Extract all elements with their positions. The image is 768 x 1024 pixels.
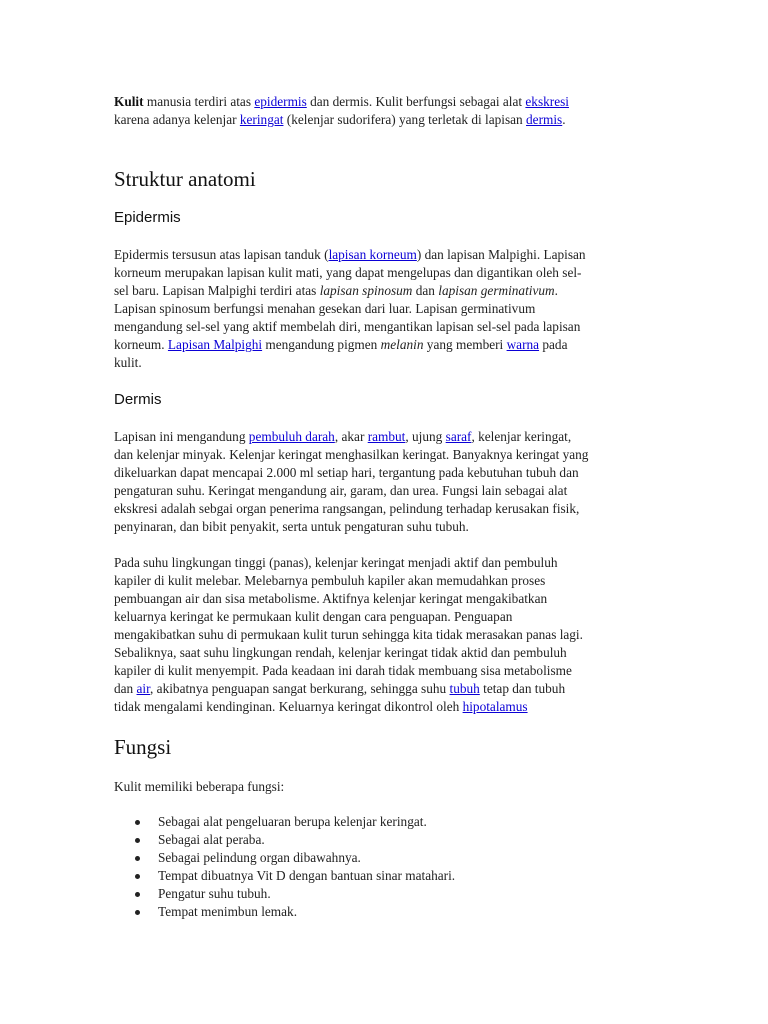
dermis-paragraph-1 — [114, 428, 654, 536]
link-rambut[interactable]: rambut — [367, 429, 406, 444]
dermis-text: , akibatnya penguapan sangat berkurang, sehingga suhu — [150, 681, 450, 696]
link-pembuluh-darah[interactable]: pembuluh darah — [248, 429, 335, 444]
heading-struktur-anatomi: Struktur anatomi — [114, 167, 256, 191]
link-lapisan-korneum[interactable]: lapisan korneum — [328, 247, 417, 262]
dermis-text: Pada suhu lingkungan tinggi (panas), kelenjar keringat menjadi aktif dan pembuluh — [114, 555, 558, 570]
epidermis-text: korneum merupakan lapisan kulit mati, yang dapat mengelupas dan digantikan oleh sel- — [114, 265, 582, 280]
term-melanin: melanin — [380, 337, 424, 352]
epidermis-text: . — [554, 283, 558, 298]
intro-text: (kelenjar sudorifera) yang terletak di lapisan — [283, 112, 527, 127]
list-item: Pengatur suhu tubuh. — [114, 885, 654, 903]
dermis-text: kapiler di kulit menyempit. Pada keadaan ini darah tidak membuang sisa metabolisme — [114, 663, 572, 678]
heading-dermis: Dermis — [114, 391, 162, 408]
dermis-text: , akar — [334, 429, 368, 444]
link-ekskresi[interactable]: ekskresi — [525, 94, 569, 109]
heading-epidermis: Epidermis — [114, 209, 181, 226]
link-tubuh[interactable]: tubuh — [449, 681, 480, 696]
dermis-text: , ujung — [405, 429, 446, 444]
dermis-text: pembuangan air dan sisa metabolisme. Aktifnya kelenjar keringat mengakibatkan — [114, 591, 548, 606]
intro-text: . — [562, 112, 566, 127]
list-item: Tempat menimbun lemak. — [114, 903, 654, 921]
link-hipotalamus[interactable]: hipotalamus — [462, 699, 528, 714]
epidermis-text: korneum. — [114, 337, 168, 352]
dermis-text: mengakibatkan suhu di permukaan kulit turun sehingga kita tidak merasakan panas lagi. — [114, 627, 583, 642]
epidermis-text: sel baru. Lapisan Malpighi terdiri atas — [114, 283, 320, 298]
term-lapisan-germinativum: lapisan germinativum — [438, 283, 555, 298]
dermis-text: keluarnya keringat ke permukaan kulit dengan cara penguapan. Penguapan — [114, 609, 513, 624]
fungsi-list — [114, 813, 654, 921]
dermis-paragraph-2 — [114, 554, 654, 716]
term-lapisan-spinosum: lapisan spinosum — [319, 283, 413, 298]
link-dermis[interactable]: dermis — [526, 112, 563, 127]
dermis-text: pengaturan suhu. Keringat mengandung air, garam, dan urea. Fungsi lain sebagai alat — [114, 483, 568, 498]
epidermis-text: mengandung pigmen — [262, 337, 381, 352]
dermis-text: Lapisan ini mengandung — [114, 429, 249, 444]
intro-text: dan dermis. Kulit berfungsi sebagai alat — [306, 94, 526, 109]
epidermis-text: yang memberi — [423, 337, 507, 352]
dermis-text: tidak mengalami kendinginan. Keluarnya keringat dikontrol oleh — [114, 699, 463, 714]
epidermis-text: kulit. — [114, 355, 142, 370]
fungsi-intro: Kulit memiliki beberapa fungsi: — [114, 779, 285, 794]
dermis-text: , kelenjar keringat, — [471, 429, 572, 444]
dermis-text: tetap dan tubuh — [479, 681, 566, 696]
link-air[interactable]: air — [136, 681, 151, 696]
dermis-text: dan kelenjar minyak. Kelenjar keringat menghasilkan keringat. Banyaknya keringat yang — [114, 447, 589, 462]
intro-text: manusia terdiri atas — [143, 94, 255, 109]
epidermis-text: dan — [412, 283, 439, 298]
list-item: Sebagai alat peraba. — [114, 831, 654, 849]
epidermis-text: pada — [539, 337, 568, 352]
heading-fungsi: Fungsi — [114, 735, 172, 759]
list-item: Sebagai alat pengeluaran berupa kelenjar keringat. — [114, 813, 654, 831]
dermis-text: dikeluarkan dapat mencapai 2.000 ml setiap hari, tergantung pada kebutuhan tubuh dan — [114, 465, 579, 480]
epidermis-text: ) dan lapisan Malpighi. Lapisan — [416, 247, 586, 262]
dermis-text: dan — [114, 681, 137, 696]
epidermis-text: Lapisan spinosum berfungsi menahan gesekan dari luar. Lapisan germinativum — [114, 301, 536, 316]
list-item: Sebagai pelindung organ dibawahnya. — [114, 849, 654, 867]
intro-paragraph — [114, 93, 654, 129]
epidermis-paragraph — [114, 246, 654, 372]
list-item: Tempat dibuatnya Vit D dengan bantuan sinar matahari. — [114, 867, 654, 885]
bold-term-kulit: Kulit — [114, 94, 144, 109]
link-saraf[interactable]: saraf — [445, 429, 472, 444]
link-warna[interactable]: warna — [506, 337, 540, 352]
epidermis-text: Epidermis tersusun atas lapisan tanduk ( — [114, 247, 329, 262]
link-epidermis[interactable]: epidermis — [254, 94, 307, 109]
dermis-text: penyinaran, dan bibit penyakit, serta untuk pengaturan suhu tubuh. — [114, 519, 469, 534]
link-keringat[interactable]: keringat — [239, 112, 284, 127]
link-lapisan-malpighi[interactable]: Lapisan Malpighi — [167, 337, 263, 352]
epidermis-text: mengandung sel-sel yang aktif membelah diri, mengantikan lapisan sel-sel pada lapisan — [114, 319, 581, 334]
dermis-text: ekskresi adalah sebgai organ penerima rangsangan, pelindung terhadap kerusakan fisik, — [114, 501, 580, 516]
intro-text: karena adanya kelenjar — [114, 112, 240, 127]
dermis-text: Sebaliknya, saat suhu lingkungan rendah, kelenjar keringat tidak aktid dan pembuluh — [114, 645, 567, 660]
dermis-text: kapiler di kulit melebar. Melebarnya pembuluh kapiler akan memudahkan proses — [114, 573, 546, 588]
